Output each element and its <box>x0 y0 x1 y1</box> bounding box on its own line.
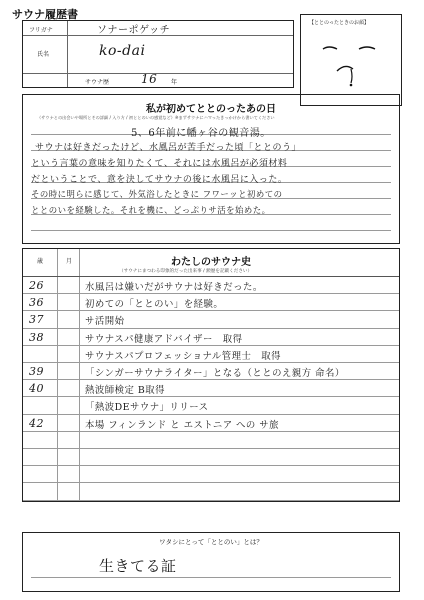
history-row <box>23 311 399 328</box>
history-row <box>23 415 399 432</box>
first-totonou-subtitle: （サウナとの出会いや場所とその詳細 / 入り方 / 初ととのいの感覚など）※まずサウナにハマったきっかけから書いてください <box>37 115 275 120</box>
name-value: ko-dai <box>99 43 146 59</box>
history-age: 42 <box>29 416 44 430</box>
face-box-label: 【ととのったときのお顔】 <box>309 20 369 26</box>
history-event: 本場 フィンランド と エストニア への サ旅 <box>85 419 280 431</box>
history-age: 38 <box>29 330 44 344</box>
history-row <box>23 432 399 449</box>
drool <box>351 69 352 83</box>
history-row <box>23 483 399 500</box>
right-eye <box>359 47 375 49</box>
page-title: サウナ履歴書 <box>12 8 78 21</box>
furigana-value: ソナーポゲッチ <box>97 25 171 36</box>
history-age: 37 <box>29 313 44 327</box>
first-totonou-title: 私が初めてととのったあの日 <box>146 104 276 115</box>
col-age-header: 歳 <box>37 258 44 265</box>
first-totonou-line-5: その時に明らに感じて、外気浴したときに フワーッと初めての <box>31 189 283 199</box>
history-age: 36 <box>29 296 44 310</box>
history-row <box>23 294 399 311</box>
col-month-header: 月 <box>66 258 73 265</box>
history-row <box>23 329 399 346</box>
first-totonou-line-4: だということで、意を決してサウナの後に水風呂に入った。 <box>31 175 288 185</box>
profile-box <box>22 20 294 88</box>
meaning-answer: 生きてる証 <box>99 557 177 575</box>
history-event: サウナスパ健康アドバイザー 取得 <box>85 333 243 345</box>
history-event: 「熱波DEサウナ」リリース <box>85 402 209 414</box>
name-label: 氏名 <box>37 51 50 58</box>
history-row <box>23 346 399 363</box>
first-totonou-section <box>22 94 400 244</box>
years-unit: 年 <box>171 79 178 86</box>
history-event: サ活開始 <box>85 316 125 328</box>
left-eye <box>323 47 337 49</box>
history-event: 初めての「ととのい」を経験。 <box>85 299 224 311</box>
first-totonou-line-6: ととのいを経験した。それを機に、どっぷりサ活を始めた。 <box>31 205 271 215</box>
years-value: 16 <box>141 72 158 86</box>
history-event: 「シンガーサウナライター」となる（ととのえ親方 命名） <box>85 368 345 379</box>
history-event: サウナスパプロフェッショナル管理士 取得 <box>85 350 281 362</box>
totonoi-meaning-section <box>22 532 400 592</box>
furigana-label: フリガナ <box>29 27 53 34</box>
history-row <box>23 363 399 380</box>
mouth <box>337 66 353 71</box>
meaning-title: ワタシにとって「ととのい」とは？ <box>159 538 263 546</box>
face-box <box>300 14 402 106</box>
history-subtitle: （サウナにまつわる印象的だった出来事 / 勲歴を記載ください） <box>119 269 253 274</box>
sauna-history-section <box>22 248 400 502</box>
history-row <box>23 380 399 397</box>
history-row <box>23 397 399 414</box>
history-row <box>23 449 399 466</box>
first-totonou-line-3: という言葉の意味を知りたくて、それには水風呂が必須材料 <box>31 159 288 169</box>
history-age: 26 <box>29 279 44 292</box>
history-event: 熱波師検定 B取得 <box>85 385 165 397</box>
history-age: 40 <box>29 382 44 396</box>
history-row <box>23 466 399 483</box>
first-totonou-line-1: 5、6年前に幡ヶ谷の観音湯。 <box>131 128 271 139</box>
history-title: わたしのサウナ史 <box>171 257 251 268</box>
first-totonou-line-2: サウナは好きだったけど、水風呂が苦手だった頃「ととのう」 <box>35 143 302 153</box>
years-label: サウナ歴 <box>85 79 110 86</box>
history-age: 39 <box>29 365 44 378</box>
history-event: 水風呂は嫌いだがサウナは好きだった。 <box>85 282 263 293</box>
history-row <box>23 277 399 294</box>
